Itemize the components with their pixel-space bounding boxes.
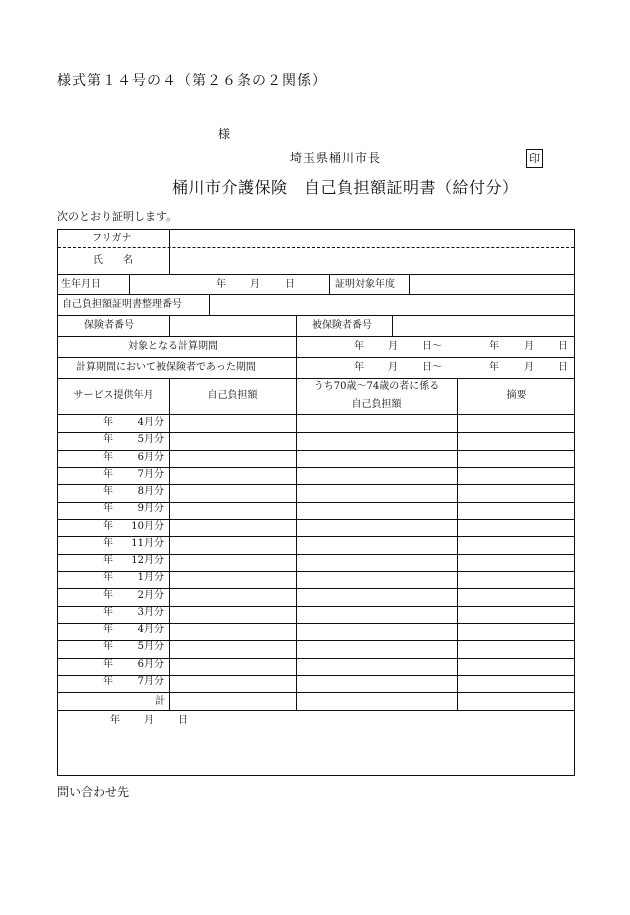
divider [58,450,574,451]
header-age-70-74-line1: うち70歳～74歳の者に係る [313,381,440,392]
cert-number-label: 自己負担額証明書整理番号 [62,299,182,310]
divider [58,315,574,316]
insured-to-month: 月 [524,362,534,373]
divider [58,467,574,468]
month-row-year: 年 [103,659,113,670]
footer-year: 年 [110,715,120,726]
divider [58,519,574,520]
name-label: 氏 名 [93,255,133,266]
footer-month: 月 [144,715,154,726]
divider [58,274,574,275]
divider [409,274,410,294]
divider [209,294,210,315]
divider [296,378,297,710]
dob-month: 月 [250,279,260,290]
insured-to-day: 日 [558,362,568,373]
divider [169,230,170,274]
month-row-year: 年 [103,590,113,601]
seal-box: 印 [526,149,543,168]
divider [58,606,574,607]
divider [392,315,393,336]
intro-text: 次のとおり証明します。 [57,210,178,223]
insurer-number-label: 保険者番号 [84,320,134,331]
month-row-month: 3月分 [137,607,164,618]
divider [58,640,574,641]
month-row-month: 7月分 [137,469,164,480]
month-row-year: 年 [103,503,113,514]
insured-period-label: 計算期間において被保険者であった期間 [76,362,256,373]
dob-day: 日 [285,279,295,290]
divider [58,675,574,676]
month-row-month: 6月分 [137,659,164,670]
divider [58,414,574,415]
month-row-year: 年 [103,572,113,583]
month-row-month: 11月分 [131,538,164,549]
month-row-month: 2月分 [137,590,164,601]
divider [58,502,574,503]
month-row-month: 5月分 [137,434,164,445]
issuer-name: 埼玉県桶川市長 [290,151,382,165]
period-from-year: 年 [354,341,364,352]
month-row-month: 6月分 [137,452,164,463]
insured-from-year: 年 [354,362,364,373]
certificate-form [57,229,575,776]
month-row-year: 年 [103,676,113,687]
month-row-year: 年 [103,486,113,497]
month-row-month: 10月分 [131,521,164,532]
divider [457,378,458,710]
month-row-year: 年 [103,607,113,618]
month-row-month: 4月分 [137,417,164,428]
period-to-year: 年 [489,341,499,352]
insured-from-month: 月 [388,362,398,373]
divider [58,294,574,295]
divider [58,588,574,589]
divider [58,623,574,624]
period-from-day: 日～ [422,341,442,352]
header-self-pay: 自己負担額 [207,390,258,401]
insured-to-year: 年 [489,362,499,373]
divider [329,274,330,294]
contact-label: 問い合わせ先 [57,785,130,799]
divider [58,336,574,337]
divider [58,710,574,711]
target-year-label: 証明対象年度 [335,279,395,290]
month-row-month: 8月分 [137,486,164,497]
addressee-suffix: 様 [218,127,231,141]
header-age-70-74-line2: 自己負担額 [351,399,402,410]
divider [58,692,574,693]
month-row-year: 年 [103,452,113,463]
divider [58,571,574,572]
divider [296,315,297,336]
month-row-year: 年 [103,417,113,428]
total-label: 計 [155,696,165,707]
document-title: 桶川市介護保険 自己負担額証明書（給付分） [172,178,519,197]
month-row-year: 年 [103,555,113,566]
divider [58,536,574,537]
header-service-month: サービス提供年月 [73,390,154,401]
dob-label: 生年月日 [61,279,101,290]
month-row-year: 年 [103,641,113,652]
divider [296,336,297,378]
calc-period-label: 対象となる計算期間 [128,341,218,352]
divider [129,274,130,294]
month-row-month: 1月分 [137,572,164,583]
divider [58,357,574,358]
month-row-year: 年 [103,538,113,549]
divider [58,432,574,433]
divider [169,315,170,336]
month-row-month: 12月分 [131,555,164,566]
divider [169,378,170,710]
period-from-month: 月 [388,341,398,352]
month-row-year: 年 [103,521,113,532]
divider [58,484,574,485]
month-row-month: 4月分 [137,624,164,635]
divider [58,658,574,659]
divider [58,378,574,379]
month-row-month: 5月分 [137,641,164,652]
dob-year: 年 [216,279,226,290]
month-row-year: 年 [103,434,113,445]
insured-from-day: 日～ [422,362,442,373]
header-remarks: 摘要 [506,390,527,401]
month-row-year: 年 [103,624,113,635]
month-row-month: 7月分 [137,676,164,687]
period-to-day: 日 [558,341,568,352]
period-to-month: 月 [524,341,534,352]
furigana-label: フリガナ [92,233,132,244]
form-number: 様式第１４号の４（第２６条の２関係） [57,73,327,89]
insured-number-label: 被保険者番号 [312,320,372,331]
month-row-month: 9月分 [137,503,164,514]
month-row-year: 年 [103,469,113,480]
divider [58,247,574,248]
footer-day: 日 [178,715,188,726]
